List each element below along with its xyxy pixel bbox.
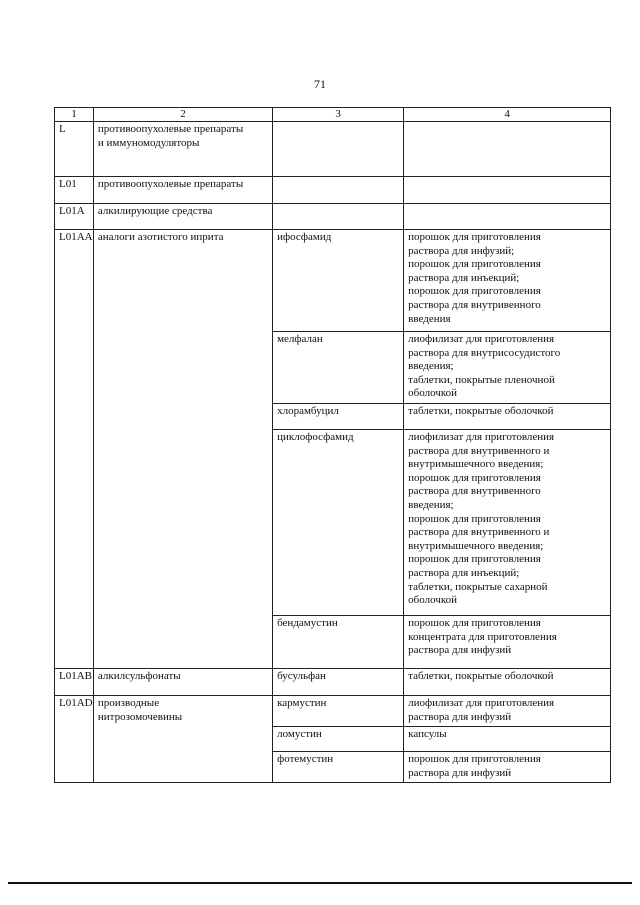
atc-code: L01AB [55,669,94,696]
dosage-forms [404,204,611,230]
atc-code: L01A [55,204,94,230]
table-row [55,122,611,177]
drug-name: фотемустин [273,752,404,783]
page-number: 71 [314,77,326,91]
drug-name: бусульфан [273,669,404,696]
drug-name [273,177,404,204]
drug-name: хлорамбуцил [273,404,404,430]
drug-name: кармустин [273,696,404,727]
column-header: 3 [273,108,404,122]
dosage-forms: порошок для приготовления раствора для инфузий; порошок для приготовления раствора для инъекций; порошок для приготовления раствора для внутривенного введения [404,230,611,332]
dosage-forms: таблетки, покрытые оболочкой [404,404,611,430]
dosage-forms: лиофилизат для приготовления раствора для внутривенного и внутримышечного введения; порошок для приготовления раствора для внутривенного введения; порошок для приготовления раствора для внутривенного и внутримышечного введения; порошок для приготовления раствора для инъекций; таблетки, покрытые сахарной оболочкой [404,430,611,616]
atc-group: алкилсульфонаты [93,669,272,696]
atc-code: L [55,122,94,177]
page-bottom-rule [8,882,632,884]
table-header-row [55,108,611,122]
table-row [55,696,611,727]
atc-code: L01AD [55,696,94,783]
atc-group: алкилирующие средства [93,204,272,230]
drug-classification-table [54,107,611,783]
dosage-forms: лиофилизат для приготовления раствора для инфузий [404,696,611,727]
atc-group: аналоги азотистого иприта [93,230,272,669]
dosage-forms: порошок для приготовления раствора для инфузий [404,752,611,783]
drug-name [273,122,404,177]
drug-name: мелфалан [273,332,404,404]
drug-name [273,204,404,230]
column-header: 2 [93,108,272,122]
atc-code: L01AA [55,230,94,669]
dosage-forms: капсулы [404,727,611,752]
table-row [55,177,611,204]
dosage-forms [404,177,611,204]
table-row [55,230,611,332]
drug-name: ифосфамид [273,230,404,332]
atc-group: противоопухолевые препараты и иммуномодуляторы [93,122,272,177]
drug-name: бендамустин [273,616,404,669]
table-row [55,669,611,696]
dosage-forms: лиофилизат для приготовления раствора для внутрисосудистого введения; таблетки, покрытые пленочной оболочкой [404,332,611,404]
column-header: 4 [404,108,611,122]
atc-group: противоопухолевые препараты [93,177,272,204]
drug-name: циклофосфамид [273,430,404,616]
column-header: 1 [55,108,94,122]
atc-code: L01 [55,177,94,204]
drug-name: ломустин [273,727,404,752]
dosage-forms: таблетки, покрытые оболочкой [404,669,611,696]
table-row [55,204,611,230]
dosage-forms [404,122,611,177]
dosage-forms: порошок для приготовления концентрата для приготовления раствора для инфузий [404,616,611,669]
atc-group: производные нитрозомочевины [93,696,272,783]
